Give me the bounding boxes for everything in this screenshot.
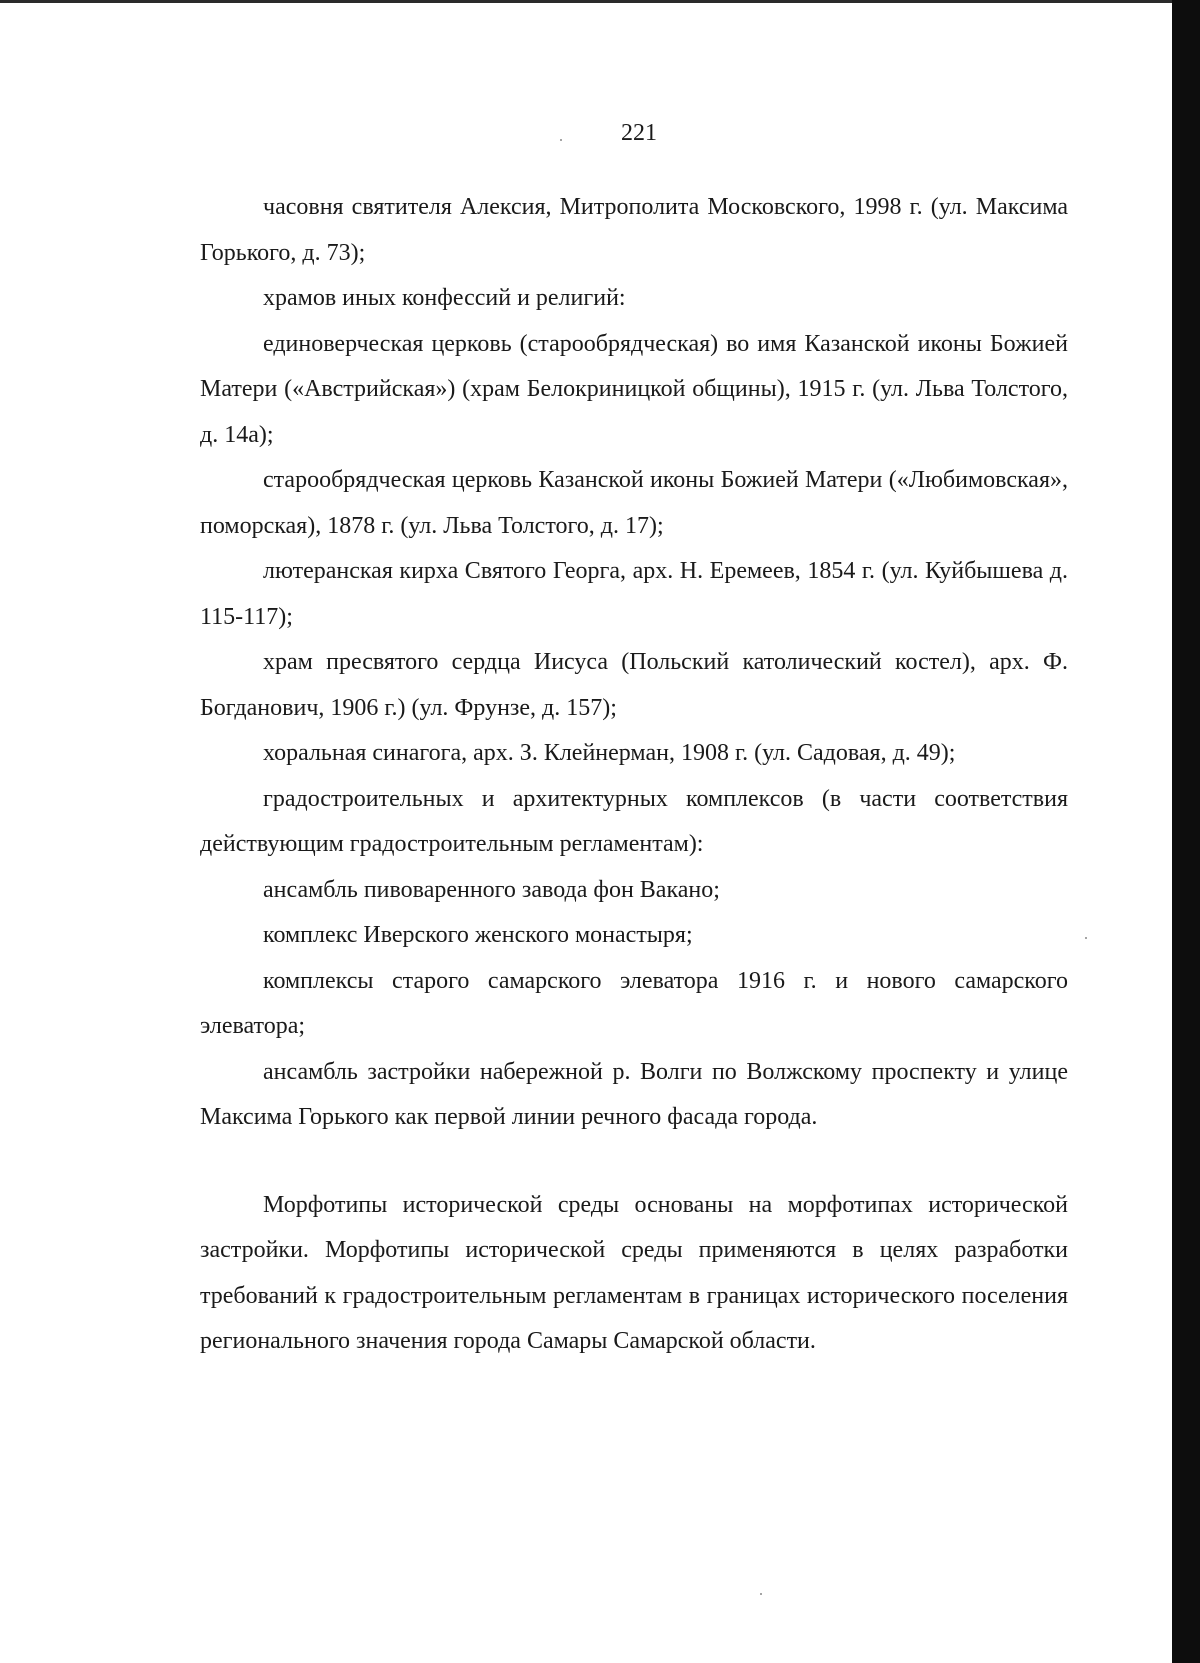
scan-top-border [0,0,1172,3]
page-number: 221 [621,120,657,146]
paragraph-morphotypes: Морфотипы исторической среды основаны на морфотипах исторической застройки. Морфотипы исторической среды применяются в целях разработки требований к градостроительным регламентам в границах исторического поселения регионального значения города Самары Самарской области. [200,1191,1068,1354]
paragraph-synagogue: хоральная синагога, арх. З. Клейнерман, 1908 г. (ул. Садовая, д. 49); [263,740,956,766]
scan-right-edge [1172,0,1200,1663]
scan-speck [560,139,562,141]
document-page [200,120,1068,1365]
paragraph-other-confessions-heading: храмов иных конфессий и религий: [263,285,626,311]
paragraph-lutheran-kirche: лютеранская кирха Святого Георга, арх. Н. Еремеев, 1854 г. (ул. Куйбышева д. 115-117); [200,558,1068,630]
paragraph-old-believers-church: старообрядческая церковь Казанской иконы Божией Матери («Любимовская», поморская), 1878 г. (ул. Льва Толстого, д. 17); [200,467,1068,539]
paragraph-gap [200,1141,1068,1183]
paragraph-volga-embankment: ансамбль застройки набережной р. Волги по Волжскому проспекту и улице Максима Горького как первой линии речного фасада города. [200,1058,1068,1130]
paragraph-complexes-heading: градостроительных и архитектурных комплексов (в части соответствия действующим градостроительным регламентам): [200,785,1068,857]
paragraph-edinoverie-church: единоверческая церковь (старообрядческая) во имя Казанской иконы Божией Матери («Австрийская») (храм Белокриницкой общины), 1915 г. (ул. Льва Толстого, д. 14а); [200,330,1068,448]
paragraph-catholic-church: храм пресвятого сердца Иисуса (Польский католический костел), арх. Ф. Богданович, 1906 г.) (ул. Фрунзе, д. 157); [200,649,1068,721]
paragraph-elevators: комплексы старого самарского элеватора 1916 г. и нового самарского элеватора; [200,967,1068,1039]
scan-speck [1085,937,1087,939]
paragraph-chapel-alexius: часовня святителя Алексия, Митрополита Московского, 1998 г. (ул. Максима Горького, д. 73); [200,194,1068,266]
paragraph-brewery-ensemble: ансамбль пивоваренного завода фон Вакано; [263,876,720,903]
scan-speck [760,1593,762,1595]
paragraph-iversky-monastery: комплекс Иверского женского монастыря; [263,922,693,948]
